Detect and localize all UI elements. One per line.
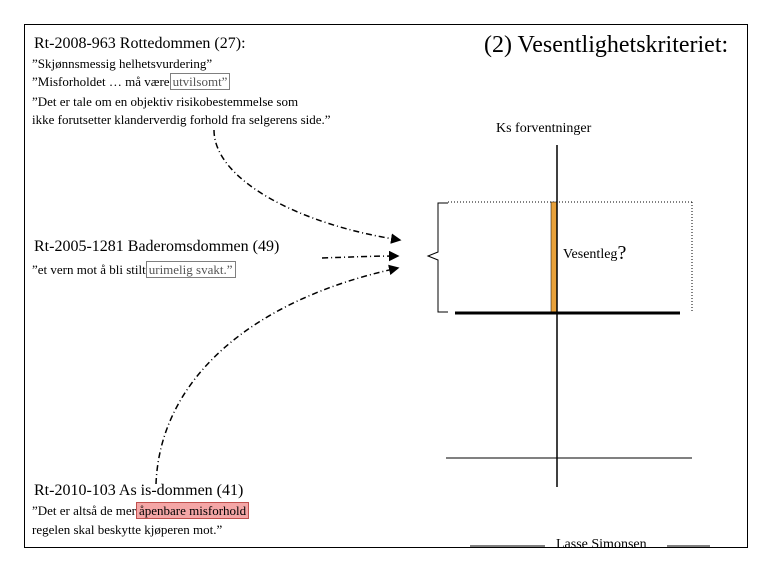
arrow-from-baderomsdommen	[322, 256, 398, 258]
highlight-utvilsomt: utvilsomt”	[170, 73, 231, 90]
slide-title: (2) Vesentlighetskriteriet:	[484, 32, 729, 58]
quote-line: regelen skal beskytte kjøperen mot.”	[32, 522, 223, 537]
arrow-from-rottedommen	[214, 130, 400, 240]
author-name: Lasse Simonsen	[556, 537, 647, 552]
vesentleg-bar	[551, 202, 557, 313]
highlight-apenbare: åpenbare misforhold	[136, 502, 249, 519]
case-title-baderomsdommen: Rt-2005-1281 Baderomsdommen (49)	[34, 238, 280, 255]
range-brace	[428, 203, 448, 312]
quote-line: ”Skjønnsmessig helhetsvurdering”	[32, 56, 213, 71]
axis-label-ks-forventninger: Ks forventninger	[496, 121, 592, 136]
bar-label-vesentleg: Vesentleg?	[563, 242, 627, 264]
quote-line: ”Det er altså de mer åpenbare misforhold	[32, 503, 249, 519]
quote-line: ”Misforholdet … må være utvilsomt”	[32, 74, 230, 90]
case-title-as-is-dommen: Rt-2010-103 As is-dommen (41)	[34, 482, 244, 499]
case-title-rottedommen: Rt-2008-963 Rottedommen (27):	[34, 35, 246, 52]
quote-line: ikke forutsetter klanderverdig forhold fra selgerens side.”	[32, 112, 331, 127]
highlight-urimelig: urimelig svakt.”	[146, 261, 236, 278]
arrow-from-as-is-dommen	[156, 268, 398, 484]
quote-line: ”Det er tale om en objektiv risikobestemmelse som	[32, 94, 299, 109]
quote-line: ”et vern mot å bli stilt urimelig svakt.”	[32, 262, 236, 278]
